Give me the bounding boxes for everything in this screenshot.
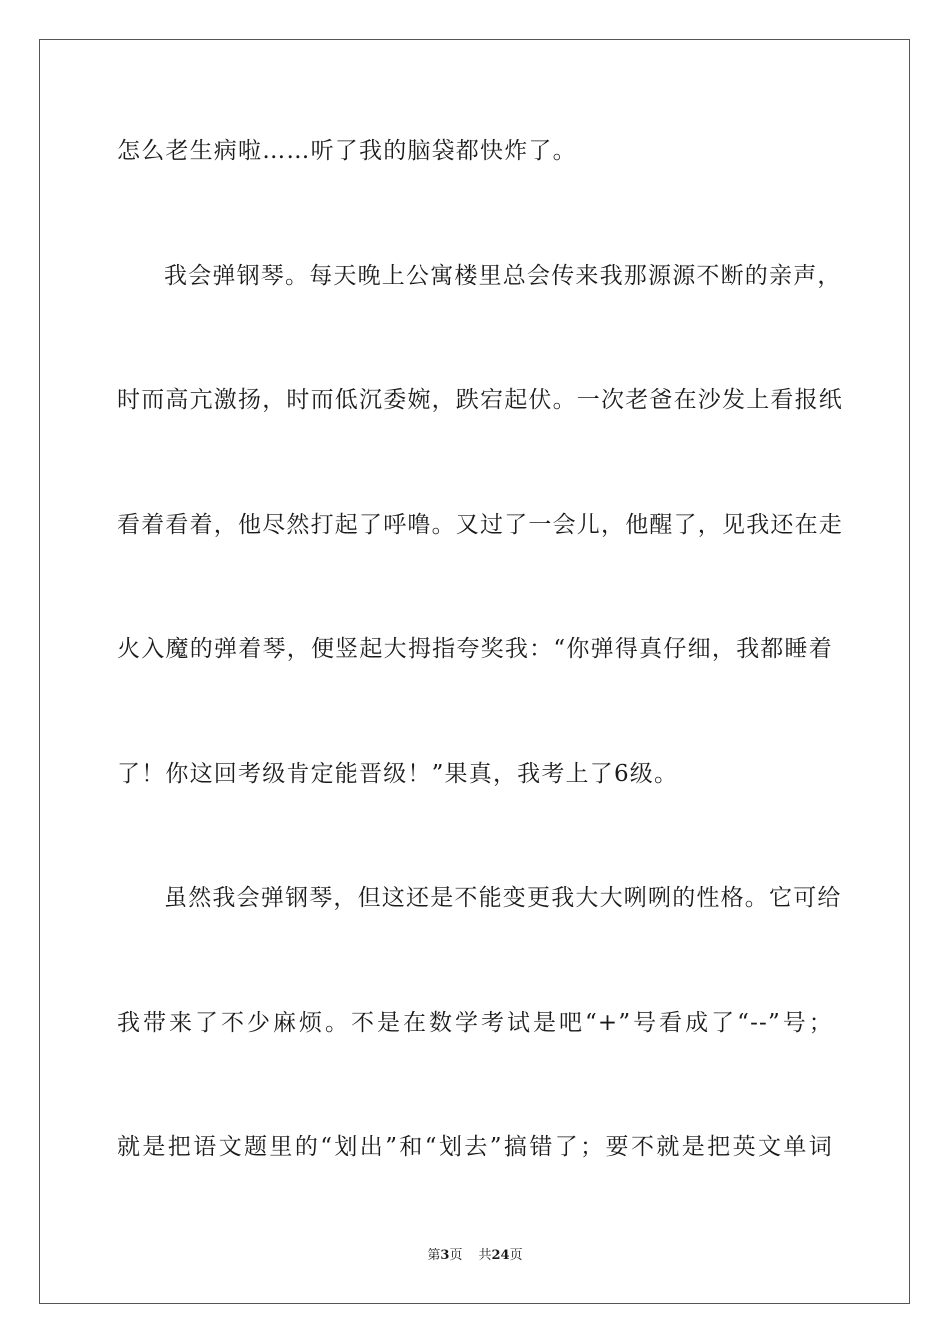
total-label-suffix: 页 [509, 1248, 523, 1263]
page-label-suffix: 页 [449, 1248, 463, 1263]
page-label-prefix: 第 [427, 1248, 441, 1263]
text-line-7: 虽然我会弹钢琴，但这还是不能变更我大大咧咧的性格。它可给 [164, 885, 842, 911]
text-line-3: 时而高亢激扬，时而低沉委婉，跌宕起伏。一次老爸在沙发上看报纸 [117, 387, 843, 413]
total-label-prefix: 共 [478, 1248, 492, 1263]
text-line-6: 了！你这回考级肯定能晋级！”果真，我考上了6级。 [117, 761, 679, 787]
text-line-4: 看着看着，他尽然打起了呼噜。又过了一会儿，他醒了，见我还在走 [117, 512, 843, 538]
page-border [39, 39, 910, 1304]
page-number: 3 [440, 1248, 450, 1263]
text-line-9: 就是把语文题里的“划出”和“划去”搞错了；要不就是把英文单词 [117, 1134, 833, 1160]
text-line-8: 我带来了不少麻烦。不是在数学考试是吧“+”号看成了“--”号； [117, 1010, 833, 1036]
text-line-5: 火入魔的弹着琴，便竖起大拇指夸奖我：“你弹得真仔细，我都睡着 [117, 636, 833, 662]
total-pages: 24 [491, 1248, 510, 1263]
page-footer [0, 1247, 950, 1265]
text-line-2: 我会弹钢琴。每天晚上公寓楼里总会传来我那源源不断的亲声， [164, 263, 842, 289]
text-line-1: 怎么老生病啦……听了我的脑袋都快炸了。 [117, 138, 577, 164]
